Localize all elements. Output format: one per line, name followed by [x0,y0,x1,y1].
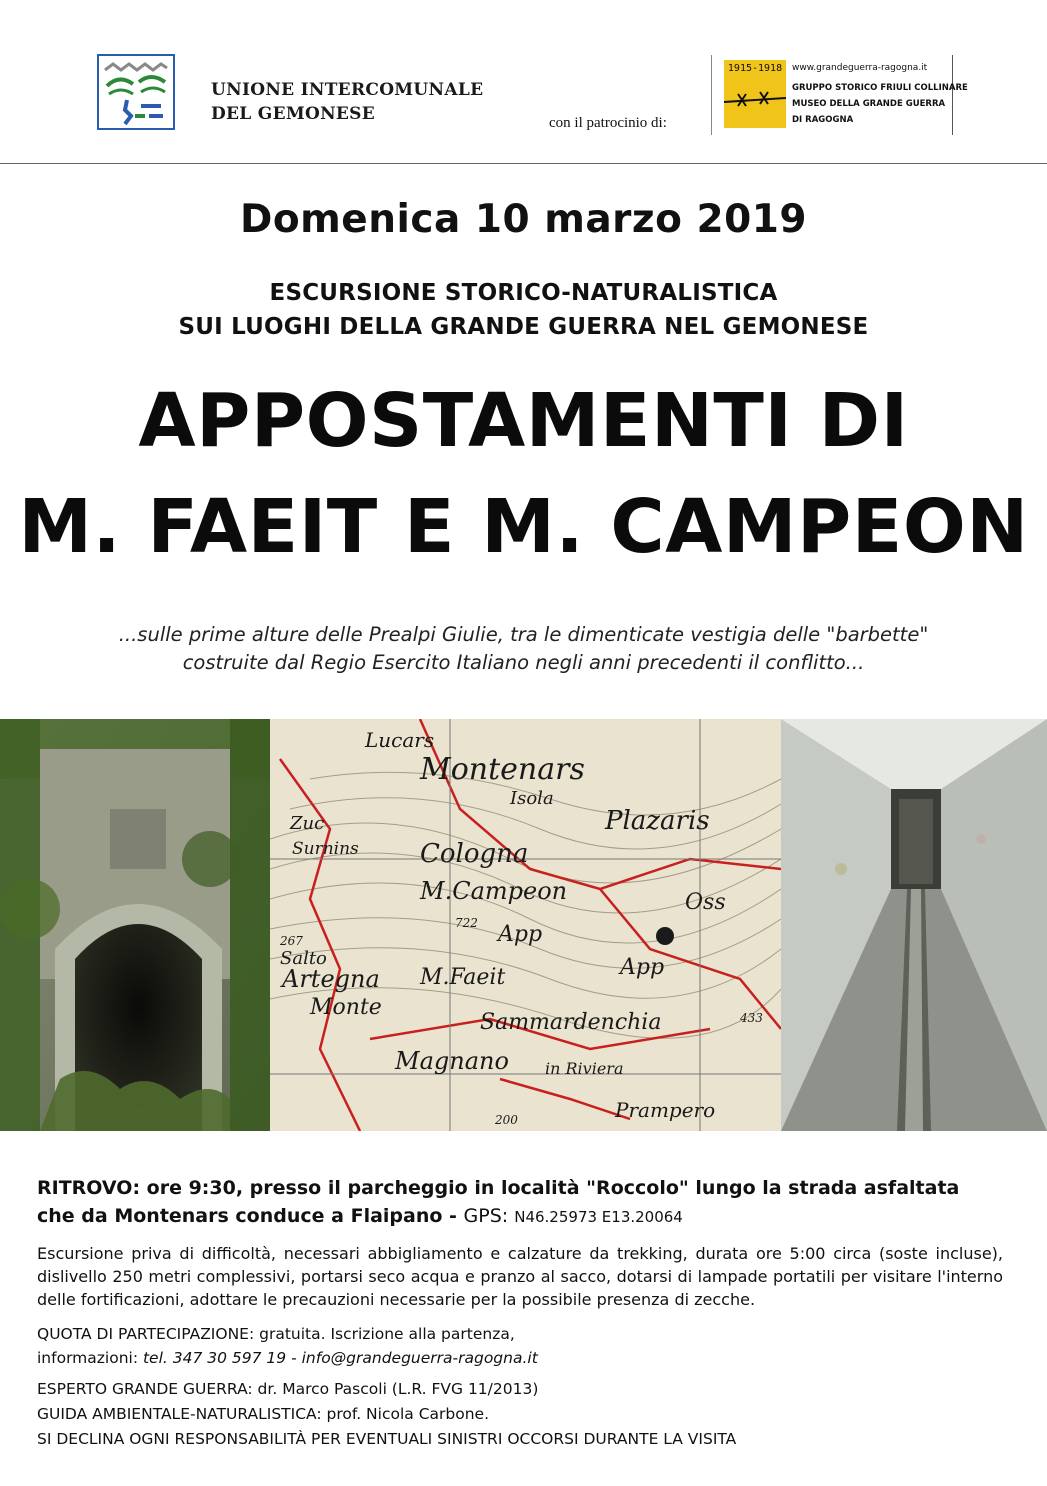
war-expert: ESPERTO GRANDE GUERRA: dr. Marco Pascoli (L.R. FVG 11/2013) [37,1380,539,1398]
map-label: in Riviera [545,1059,624,1078]
organizer-name [211,78,483,126]
partner-line3: DI RAGOGNA [792,115,854,125]
map-label: Artegna [282,965,380,993]
contact-label: informazioni: [37,1349,143,1367]
meeting-point-line2 [37,1205,683,1227]
map-label: App [498,922,543,947]
meeting-point-text: che da Montenars conduce a Flaipano - [37,1205,464,1227]
tagline-1: ...sulle prime alture delle Prealpi Giulie, tra le dimenticate vestigia delle "barbette" [118,623,929,646]
patronage-label: con il patrocinio di: [549,115,667,131]
barbed-wire-icon [724,60,786,128]
map-label: Monte [310,995,382,1020]
participation-fee: QUOTA DI PARTECIPAZIONE: gratuita. Iscrizione alla partenza, [37,1325,515,1343]
tunnel-entrance-photo [0,719,270,1131]
map-label: Lucars [365,728,435,752]
liability-disclaimer: SI DECLINA OGNI RESPONSABILITÀ PER EVENTUALI SINISTRI OCCORSI DURANTE LA VISITA [37,1430,737,1448]
map-label: 267 [280,934,303,948]
organizer-name-line2: DEL GEMONESE [211,104,376,124]
excursion-description: Escursione priva di difficoltà, necessari abbigliamento e calzature da trekking, durata ore 5:00 circa (soste incluse), dislivello 250 metri complessivi, portarsi seco acqua e pranzo al sacco, dotarsi di lampade portatili per visitare l'interno delle fortificazioni, adottare le precauzioni necessarie per la possibile presenza di zecche. [37,1244,1003,1309]
map-label: Salto [280,948,327,969]
map-label: Magnano [395,1047,509,1075]
event-title-1: APPOSTAMENTI DI [138,378,909,464]
partner-line1: GRUPPO STORICO FRIULI COLLINARE [792,83,968,93]
nature-guide: GUIDA AMBIENTALE-NATURALISTICA: prof. Nicola Carbone. [37,1405,489,1423]
map-label: Plazaris [605,806,710,836]
map-label: Prampero [615,1098,716,1122]
partner-years: 1915-1918 [727,63,783,74]
map-label: 200 [495,1113,518,1127]
tagline-2: costruite dal Regio Esercito Italiano negli anni precedenti il conflitto... [182,651,865,674]
historic-map-image [270,719,781,1131]
partner-line2: MUSEO DELLA GRANDE GUERRA [792,99,946,109]
partner-url: www.grandeguerra-ragogna.it [792,63,928,73]
event-subtitle-1: ESCURSIONE STORICO-NATURALISTICA [269,280,778,306]
map-label: Oss [685,890,726,915]
map-label: App [620,955,665,980]
map-label: Cologna [420,839,529,869]
union-logo-graphic [99,56,173,128]
map-label: M.Campeon [420,877,568,905]
header-divider [0,163,1047,164]
map-label: 722 [455,916,478,930]
tunnel-interior-photo [781,719,1047,1131]
map-label: Isola [510,788,554,809]
map-label: M.Faeit [420,965,506,990]
gps-label: GPS: [463,1205,515,1227]
map-label: Montenars [420,752,585,787]
map-label: 433 [740,1011,763,1025]
union-logo [97,54,175,130]
event-date: Domenica 10 marzo 2019 [239,197,808,242]
gps-coordinates: N46.25973 E13.20064 [514,1208,683,1226]
map-label: Zuc [290,813,325,834]
contact-details: tel. 347 30 597 19 - info@grandeguerra-ragogna.it [142,1349,538,1367]
map-label: Surnins [292,839,359,859]
event-title-2: M. FAEIT E M. CAMPEON [18,484,1029,570]
contact-info [37,1349,538,1367]
partner-logo [711,55,968,135]
map-label: Sammardenchia [480,1010,662,1035]
organizer-name-line1: UNIONE INTERCOMUNALE [211,80,484,100]
partner-badge [724,60,786,128]
event-subtitle-2: SUI LUOGHI DELLA GRANDE GUERRA NEL GEMONESE [178,314,869,340]
meeting-point-line1: RITROVO: ore 9:30, presso il parcheggio in località "Roccolo" lungo la strada asfaltata [37,1177,960,1199]
